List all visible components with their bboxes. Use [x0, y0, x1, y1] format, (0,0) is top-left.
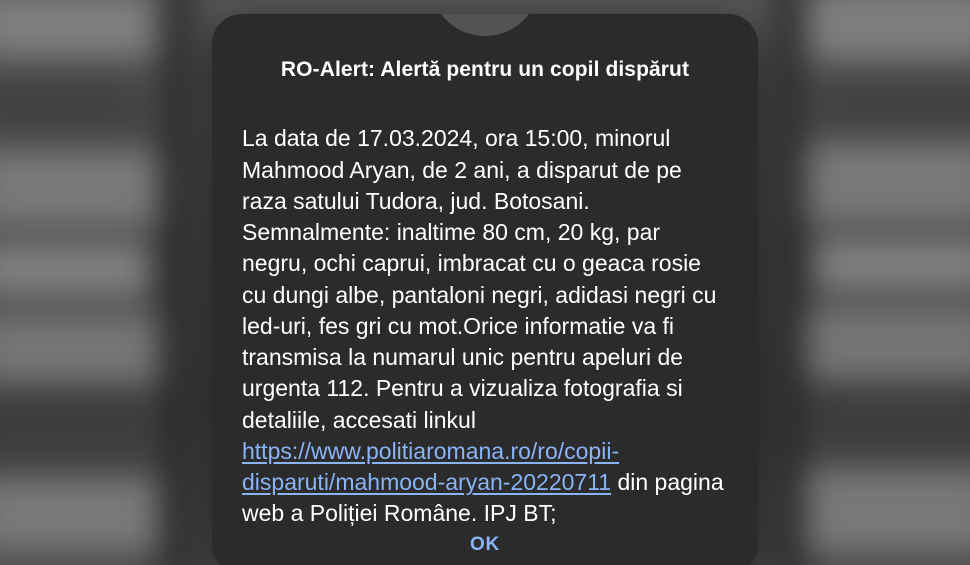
ro-alert-dialog [212, 14, 758, 565]
background-plate [0, 477, 162, 551]
background-plate [800, 0, 970, 59]
background-plate [815, 240, 970, 291]
background-plate [825, 396, 970, 451]
background-plate [823, 76, 970, 129]
background-plate [798, 307, 970, 379]
background-plate [0, 0, 160, 57]
background-plate [0, 403, 138, 460]
background-plate [796, 469, 970, 552]
background-plate [0, 314, 165, 384]
background-plate [796, 144, 970, 222]
dialog-message [242, 123, 728, 529]
message-text-after-link: din pagina web a Poliției Române. IPJ BT; [242, 469, 724, 527]
background-side-band-left [157, 0, 195, 565]
status-bar-notch [430, 14, 540, 36]
dialog-action-bar [212, 516, 758, 565]
dialog-title: RO-Alert: Alertă pentru un copil dispărut [280, 58, 690, 81]
ok-button[interactable]: OK [444, 526, 526, 564]
background-plate [0, 151, 162, 227]
background-plate [0, 76, 138, 131]
background-plate [0, 244, 149, 297]
message-text-before-link: La data de 17.03.2024, ora 15:00, minorul Mahmood Aryan, de 2 ani, a disparut de pe raza satului Tudora, jud. Botosani. Semnalmente: inaltime 80 cm, 20 kg, par negru, ochi caprui, imbracat cu o geaca rosie cu dungi albe, pantaloni negri, adidasi negri cu led-uri, fes gri cu mot.Orice informatie va fi transmisa la numarul unic pentru apeluri de urgenta 112. Pentru a vizualiza fotografia si detaliile, accesati linkul [242, 125, 717, 433]
politia-romana-link[interactable]: https://www.politiaromana.ro/ro/copii-disparuti/mahmood-aryan-20220711 [242, 437, 620, 496]
background-side-band-right [772, 0, 808, 565]
